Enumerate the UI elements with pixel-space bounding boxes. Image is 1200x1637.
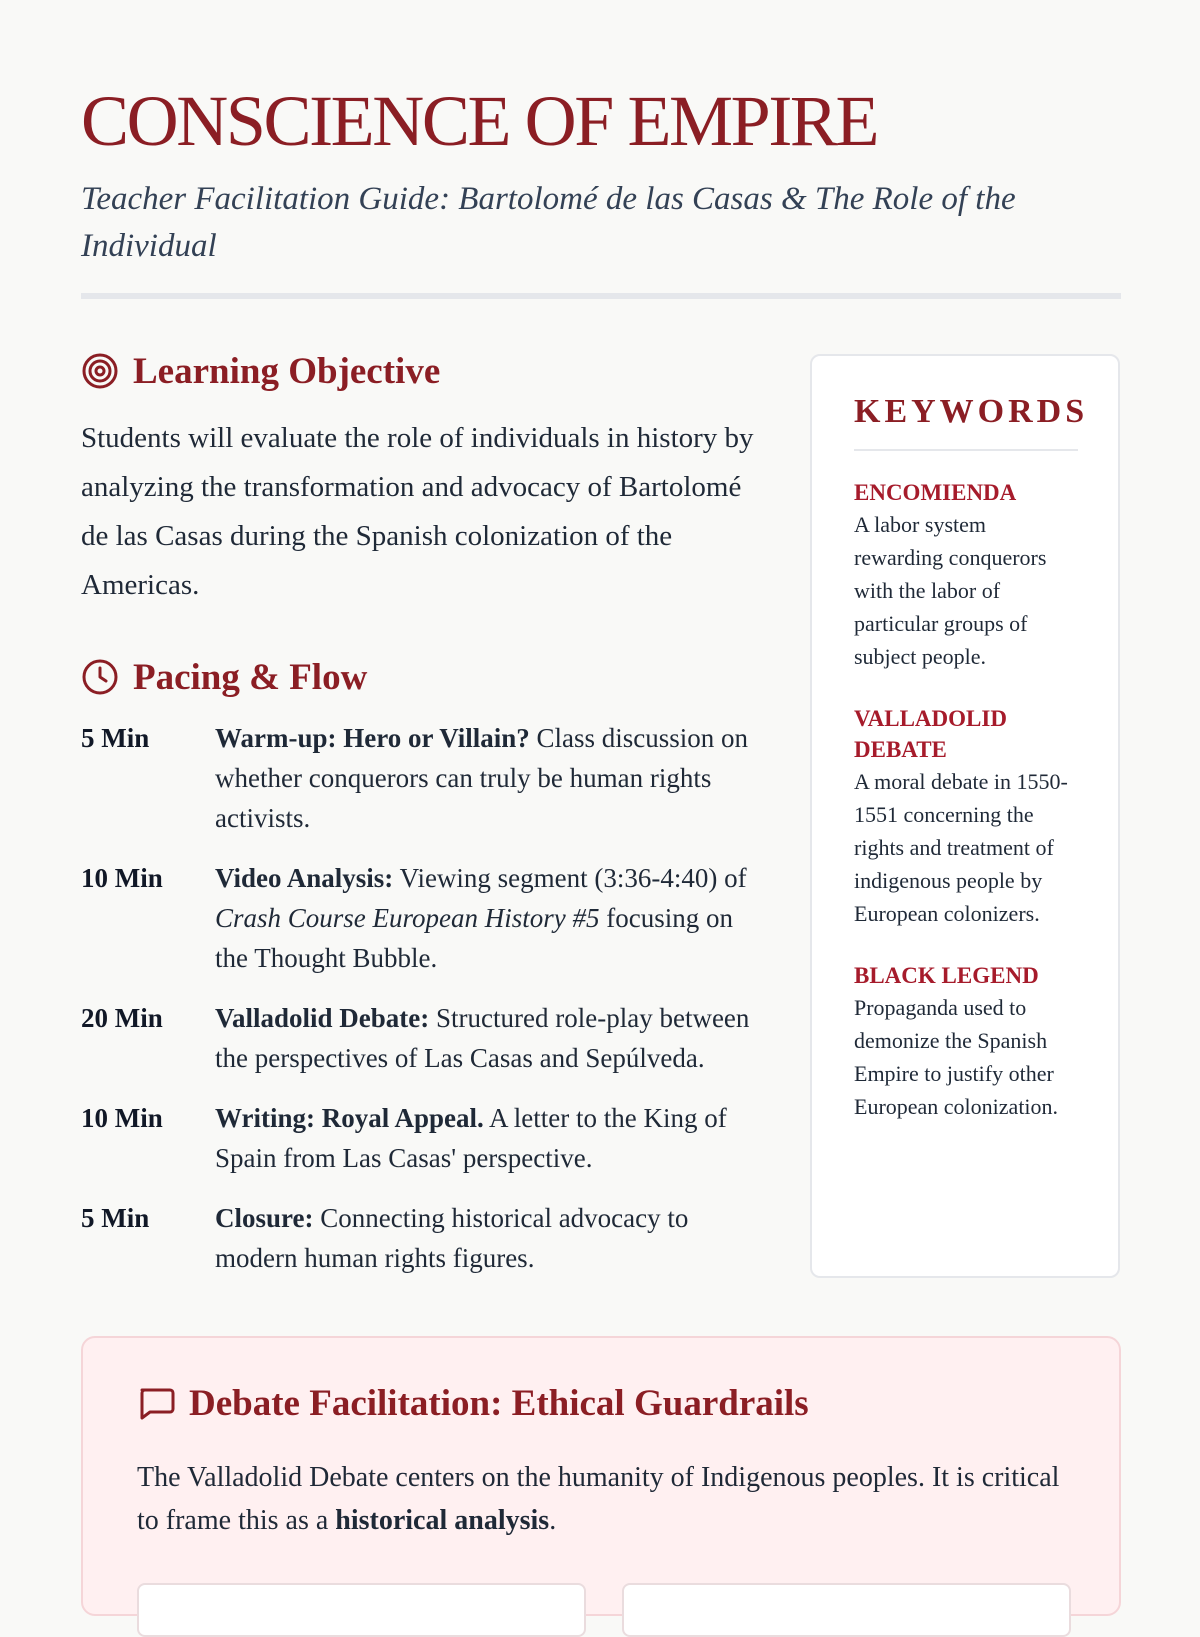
keyword-item xyxy=(854,477,1078,673)
pacing-list xyxy=(81,718,761,1278)
pacing-label: Video Analysis: xyxy=(215,863,394,893)
keyword-item xyxy=(854,960,1078,1123)
keyword-definition: A moral debate in 1550-1551 concerning the rights and treatment of indigenous people by European colonizers. xyxy=(854,769,1068,926)
pacing-time: 5 Min xyxy=(81,1203,150,1233)
pacing-label: Writing: Royal Appeal. xyxy=(215,1103,484,1133)
keywords-title: KEYWORDS xyxy=(854,393,1089,430)
guardrail-card xyxy=(622,1583,1071,1637)
ethical-guardrails-panel xyxy=(81,1336,1121,1616)
pacing-title: Pacing & Flow xyxy=(133,656,368,698)
clock-icon xyxy=(81,658,119,696)
keywords-card xyxy=(810,354,1120,1278)
pacing-heading xyxy=(81,658,761,696)
pacing-description xyxy=(215,1198,751,1278)
page-subtitle: Teacher Facilitation Guide: Bartolomé de las Casas & The Role of the Individual xyxy=(81,181,1016,264)
keyword-item xyxy=(854,703,1078,930)
pacing-label: Closure: xyxy=(215,1203,314,1233)
pacing-row-valladolid-debate xyxy=(81,998,761,1078)
pacing-section xyxy=(81,658,761,1278)
main-content xyxy=(81,352,761,1298)
pacing-time: 5 Min xyxy=(81,723,150,753)
learning-objective-text: Students will evaluate the role of individuals in history by analyzing the transformation and advocacy of Bartolomé de las Casas during the Spanish colonization of the Americas. xyxy=(81,422,754,601)
ethical-guardrails-heading xyxy=(137,1384,1065,1422)
learning-objective-title: Learning Objective xyxy=(133,350,441,392)
pacing-description xyxy=(215,858,751,978)
guardrails-text-after: . xyxy=(549,1505,557,1536)
keyword-term: ENCOMIENDA xyxy=(854,480,1017,505)
ethical-guardrails-text xyxy=(137,1456,1067,1542)
keyword-term: BLACK LEGEND xyxy=(854,963,1039,988)
pacing-text: Class discussion on whether conquerors can truly be human rights activists. xyxy=(215,723,749,833)
target-icon xyxy=(81,352,119,390)
guardrails-text-before: The Valladolid Debate centers on the humanity of Indigenous peoples. It is critical to frame this as a xyxy=(137,1462,1060,1536)
pacing-text-before: Viewing segment (3:36-4:40) of xyxy=(399,863,747,893)
pacing-row-closure xyxy=(81,1198,761,1278)
page-title: CONSCIENCE OF EMPIRE xyxy=(81,81,878,161)
ethical-guardrails-title: Debate Facilitation: Ethical Guardrails xyxy=(189,1382,809,1424)
pacing-label: Valladolid Debate: xyxy=(215,1003,430,1033)
pacing-time: 10 Min xyxy=(81,1103,163,1133)
pacing-text: A letter to the King of Spain from Las Casas' perspective. xyxy=(215,1103,727,1173)
guardrail-card xyxy=(137,1583,586,1637)
historical-analysis-emphasis: historical analysis xyxy=(335,1505,550,1536)
learning-objective-section xyxy=(81,352,761,610)
keyword-definition: A labor system rewarding conquerors with the labor of particular groups of subject people. xyxy=(854,512,1047,669)
pacing-row-royal-appeal xyxy=(81,1098,761,1178)
pacing-time: 20 Min xyxy=(81,1003,163,1033)
pacing-row-video-analysis xyxy=(81,858,761,978)
keyword-term: VALLADOLID DEBATE xyxy=(854,706,1007,762)
pacing-description xyxy=(215,998,751,1078)
pacing-label: Warm-up: Hero or Villain? xyxy=(215,723,530,753)
page-header xyxy=(81,76,1121,270)
keywords-divider xyxy=(854,449,1078,451)
pacing-time: 10 Min xyxy=(81,863,163,893)
pacing-text: Connecting historical advocacy to modern human rights figures. xyxy=(215,1203,689,1273)
header-divider xyxy=(81,293,1121,299)
pacing-row-warm-up xyxy=(81,718,761,838)
pacing-description xyxy=(215,1098,751,1178)
speech-bubble-icon xyxy=(137,1384,175,1422)
video-title: Crash Course European History #5 xyxy=(215,903,600,933)
learning-objective-heading xyxy=(81,352,761,390)
pacing-text: Structured role-play between the perspectives of Las Casas and Sepúlveda. xyxy=(215,1003,750,1073)
pacing-description xyxy=(215,718,751,838)
pacing-text-after: focusing on the Thought Bubble. xyxy=(215,903,733,973)
guardrail-card-row xyxy=(137,1583,1067,1633)
keyword-definition: Propaganda used to demonize the Spanish Empire to justify other European colonization. xyxy=(854,995,1059,1119)
